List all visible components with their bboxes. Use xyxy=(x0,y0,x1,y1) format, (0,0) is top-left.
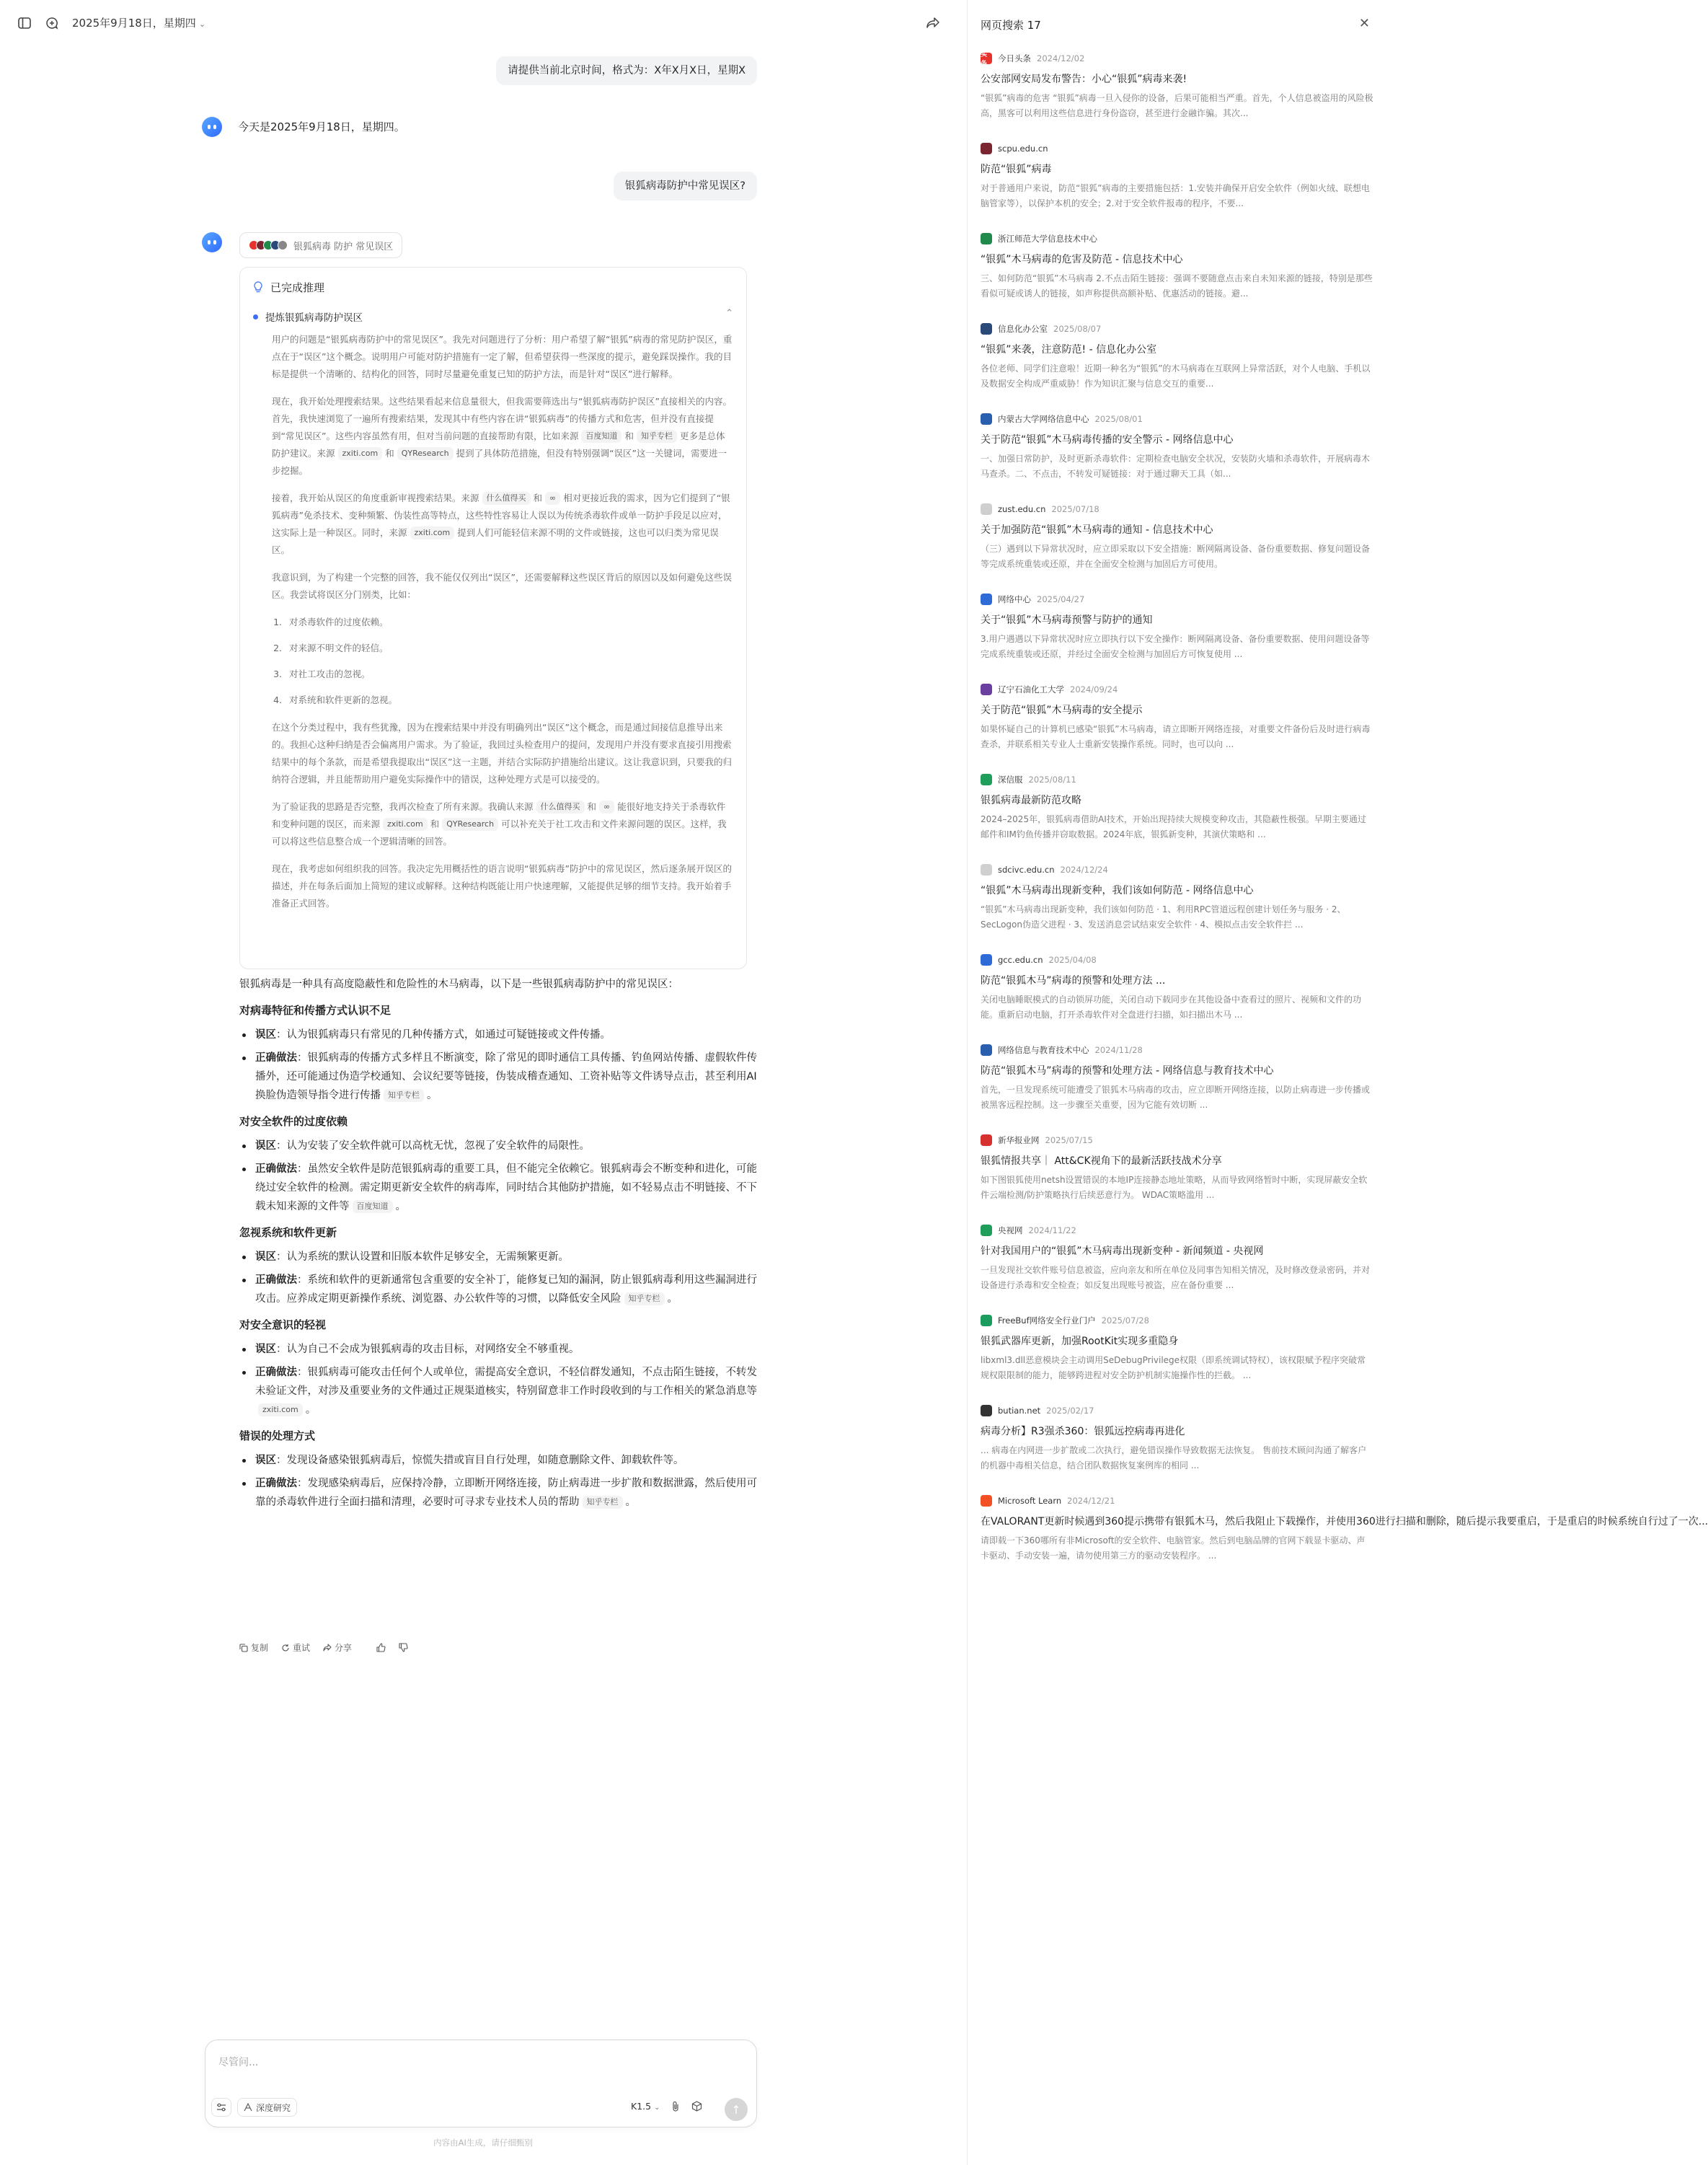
site-favicon-icon xyxy=(981,503,992,515)
section-heading: 错误的处理方式 xyxy=(239,1429,316,1442)
copy-button[interactable] xyxy=(239,1641,268,1654)
reasoning-paragraph xyxy=(272,490,733,559)
deep-research-icon xyxy=(244,2103,252,2112)
step-dot-icon xyxy=(253,314,258,319)
reasoning-text: 接着，我开始从误区的角度重新审视搜索结果。来源 xyxy=(272,493,479,503)
list-item: 正确做法：系统和软件的更新通常包含重要的安全补丁，能修复已知的漏洞，防止银狐病毒利用这些漏洞进行攻击。应养成定期更新操作系统、浏览器、办公软件等的习惯，以降低安全风险 知乎专栏 。 xyxy=(239,1271,758,1308)
send-button[interactable] xyxy=(725,2098,748,2121)
citation-tag[interactable]: zxiti.com xyxy=(410,526,455,539)
reasoning-paragraph xyxy=(272,393,733,480)
section-list xyxy=(239,1451,758,1512)
result-title[interactable]: 关于“银狐”木马病毒预警与防护的通知 xyxy=(981,614,1153,626)
reasoning-text: 和 xyxy=(430,819,440,829)
result-source: 央视网 xyxy=(998,1225,1023,1235)
result-title[interactable]: 关于加强防范“银狐”木马病毒的通知 - 信息技术中心 xyxy=(981,524,1213,536)
result-source-row xyxy=(981,503,1373,516)
reasoning-list-item: 4. 对系统和软件更新的忽视。 xyxy=(285,692,733,709)
list-item xyxy=(239,1137,758,1155)
result-snippet: 首先，一旦发现系统可能遭受了银狐木马病毒的攻击，应立即断开网络连接，以防止病毒进一步传播或被黑客远程控制。这一步骤至关重要，因为它能有效切断 ... xyxy=(981,1085,1371,1110)
result-date: 2025/07/28 xyxy=(1101,1315,1149,1326)
site-favicon-icon xyxy=(981,233,992,244)
result-snippet: “银狐”木马病毒出现新变种，我们该如何防范 · 1、利用RPC管道远程创建计划任务与服务 · 2、SecLogon伪造父进程 · 3、发送消息尝试结束安全软件 · 4、模拟点击安全软件拦 ... xyxy=(981,904,1346,930)
user-message: 银狐病毒防护中常见误区? xyxy=(614,172,757,200)
close-icon[interactable]: ✕ xyxy=(1358,16,1370,31)
result-source: sdcivc.edu.cn xyxy=(998,865,1055,875)
item-label: 误区 xyxy=(255,1251,276,1263)
section-heading: 忽视系统和软件更新 xyxy=(239,1226,337,1239)
conversation-title[interactable] xyxy=(72,14,205,33)
result-date: 2025/07/15 xyxy=(1045,1135,1093,1145)
result-date: 2025/07/18 xyxy=(1051,504,1099,514)
assistant-message: 今天是2025年9月18日，星期四。 xyxy=(238,120,405,133)
item-text: ：虽然安全软件是防范银狐病毒的重要工具，但不能完全依赖它。银狐病毒会不断变种和进化，可能绕过安全软件的检测。需定期更新安全软件的病毒库，同时结合其他防护措施，如不轻易点击不明链接、不下载未知来源的文件等 xyxy=(255,1163,757,1212)
reasoning-paragraph xyxy=(272,798,733,850)
reasoning-list-item: 3. 对社工攻击的忽视。 xyxy=(285,666,733,683)
result-title[interactable]: 在VALORANT更新时候遇到360提示携带有银狐木马，然后我阻止下载操作，并使用360进行扫描和删除，随后提示我要重启，于是重启的时候系统自行过了一次... xyxy=(981,1516,1708,1527)
result-source-row xyxy=(981,1044,1373,1057)
item-label: 正确做法 xyxy=(255,1478,297,1489)
result-date: 2024/09/24 xyxy=(1070,684,1118,695)
ai-disclaimer: 内容由AI生成，请仔细甄别 xyxy=(433,2138,533,2148)
share-icon[interactable] xyxy=(924,14,942,32)
result-title[interactable]: 公安部网安局发布警告：小心“银狐”病毒来袭! xyxy=(981,74,1187,85)
search-result-item[interactable] xyxy=(981,593,1373,683)
result-source-row xyxy=(981,1134,1373,1147)
chevron-up-icon[interactable]: ⌃ xyxy=(725,308,733,319)
result-date: 2024/11/22 xyxy=(1028,1225,1076,1235)
result-source-row xyxy=(981,773,1373,786)
result-title[interactable]: 银狐情报共享｜ Att&CK视角下的最新活跃技战术分享 xyxy=(981,1155,1222,1167)
result-source: 网络信息与教育技术中心 xyxy=(998,1045,1089,1055)
search-result-item[interactable] xyxy=(981,773,1373,863)
retry-button[interactable] xyxy=(281,1641,310,1654)
result-source-row xyxy=(981,142,1373,155)
reasoning-step[interactable] xyxy=(253,309,733,324)
item-text: ：系统和软件的更新通常包含重要的安全补丁，能修复已知的漏洞，防止银狐病毒利用这些漏洞进行攻击。应养成定期更新操作系统、浏览器、办公软件等的习惯，以降低安全风险 xyxy=(255,1274,757,1305)
result-source-row xyxy=(981,322,1373,335)
thumbs-down-icon[interactable] xyxy=(399,1643,408,1652)
citation-tag[interactable]: 知乎专栏 xyxy=(583,1496,623,1509)
item-text: ：认为安装了安全软件就可以高枕无忧，忽视了安全软件的局限性。 xyxy=(276,1140,590,1152)
result-snippet: “银狐”病毒的危害 “银狐”病毒一旦入侵你的设备，后果可能相当严重。首先，个人信息被盗用的风险极高，黑客可以利用这些信息进行身份盗窃，甚至进行金融诈骗。其次... xyxy=(981,93,1373,118)
result-date: 2025/04/08 xyxy=(1048,955,1097,965)
result-snippet: libxml3.dll恶意模块会主动调用SeDebugPrivilege权限（即系统调试特权），该权限赋予程序突破常规权限限制的能力，能够跨进程对安全防护机制实施操作性的拦截。 ... xyxy=(981,1355,1366,1380)
result-source: 网络中心 xyxy=(998,594,1031,604)
result-snippet: 请即载一下360哪所有非Microsoft的安全软件、电脑管家。然后到电脑品牌的官网下载显卡驱动、声卡驱动、手动安装一遍，请勿使用第三方的驱动安装程序。 ... xyxy=(981,1535,1366,1561)
result-title[interactable]: 防范“银狐”病毒 xyxy=(981,164,1052,175)
reasoning-text: 提到人们可能轻信来源不明的文件或链接，这也可以归类为常见误区。 xyxy=(272,527,719,555)
item-text: ：银狐病毒的传播方式多样且不断演变，除了常见的即时通信工具传播、钓鱼网站传播、虚假软件传播外，还可能通过伪造学校通知、会议纪要等链接，伪装成稽查通知、工资补贴等文件诱导点击，甚至利用AI换脸伪造领导指令进行传播 xyxy=(255,1052,757,1101)
result-source: FreeBuf网络安全行业门户 xyxy=(998,1315,1096,1326)
citation-tag[interactable]: ∞ xyxy=(545,492,560,505)
site-favicon-icon xyxy=(981,413,992,425)
reasoning-text: 相对更接近我的需求，因为它们提到了“银狐病毒”免杀技术、变种频繁、伪装性高等特点，这些特性容易让人误以为传统杀毒软件或单一防护手段足以应对，这实际上是一种误区。同时，来源 xyxy=(272,493,730,538)
result-source-row xyxy=(981,1314,1373,1327)
result-date: 2024/12/24 xyxy=(1060,865,1108,875)
source-favicons xyxy=(249,240,288,250)
result-source-row xyxy=(981,51,1373,68)
result-snippet: ... 病毒在内网进一步扩散或二次执行，避免错误操作导致数据无法恢复。 售前技术顾问沟通了解客户的机器中毒相关信息，结合团队数据恢复案例库的相同 ... xyxy=(981,1445,1367,1470)
reasoning-body xyxy=(272,331,733,912)
result-title[interactable]: 针对我国用户的“银狐”木马病毒出现新变种 - 新闻频道 - 央视网 xyxy=(981,1245,1264,1257)
citation-tag[interactable]: zxiti.com xyxy=(258,1403,303,1416)
result-title[interactable]: 银狐武器库更新，加强RootKit实现多重隐身 xyxy=(981,1336,1179,1347)
result-source-row xyxy=(981,953,1373,966)
reasoning-list-item: 1. 对杀毒软件的过度依赖。 xyxy=(285,614,733,631)
result-snippet: 各位老师、同学们注意啦！近期一种名为“银狐”的木马病毒在互联网上异常活跃，对个人电脑、手机以及数据安全构成严重威胁！作为知识汇聚与信息交互的重要... xyxy=(981,363,1371,389)
result-source: Microsoft Learn xyxy=(998,1496,1062,1506)
site-favicon-icon xyxy=(981,774,992,785)
list-item xyxy=(239,1451,758,1470)
list-item xyxy=(239,1340,758,1359)
reasoning-paragraph: 用户的问题是“银狐病毒防护中的常见误区”。我先对问题进行了分析：用户希望了解“银狐”病毒的常见防护误区，重点在于“误区”这个概念。说明用户可能对防护措施有一定了解，但希望获得一些深度的提示，避免踩误操作。我的目标是提供一个清晰的、结构化的回答，同时尽量避免重复已知的防护方法，而是针对“误区”进行解释。 xyxy=(272,334,733,379)
result-title[interactable]: 关于防范“银狐”木马病毒传播的安全警示 - 网络信息中心 xyxy=(981,434,1234,446)
search-result-item[interactable] xyxy=(981,142,1373,232)
result-snippet: 三、如何防范“银狐”木马病毒 2.不点击陌生链接：强调不要随意点击来自未知来源的链接，特别是那些看似可疑或诱人的链接，如声称提供高额补贴、优惠活动的链接。避... xyxy=(981,273,1373,299)
deep-research-label: 深度研究 xyxy=(256,2102,291,2113)
result-snippet: 一、加强日常防护，及时更新杀毒软件：定期检查电脑安全状况，安装防火墙和杀毒软件，开展病毒木马查杀。二、不点击，不转发可疑链接：对于通过聊天工具（如... xyxy=(981,454,1371,479)
citation-tag[interactable]: ∞ xyxy=(599,801,614,813)
reasoning-text: 能很好地支持关于杀毒软件和变种问题的误区，而来源 xyxy=(272,801,726,829)
model-label: K1.5 xyxy=(631,2101,652,2112)
site-favicon-icon: 头条 xyxy=(981,53,992,64)
result-source-row xyxy=(981,863,1373,876)
search-result-item[interactable] xyxy=(981,232,1373,322)
list-item xyxy=(239,1026,758,1044)
result-title[interactable]: 银狐病毒最新防范攻略 xyxy=(981,795,1081,806)
result-snippet: 对于普通用户来说，防范“银狐”病毒的主要措施包括：1.安装并确保开启安全软件（例如火绒、联想电脑管家等），以保护本机的安全；2.对于安全软件报毒的程序，不要... xyxy=(981,183,1370,208)
site-favicon-icon xyxy=(981,954,992,966)
search-result-item[interactable] xyxy=(981,1494,1708,1584)
reasoning-paragraph: 我意识到，为了构建一个完整的回答，我不能仅仅列出“误区”，还需要解释这些误区背后的原因以及如何避免这些误区。我尝试将误区分门别类，比如： xyxy=(272,572,732,600)
result-source-row xyxy=(981,1404,1373,1417)
item-label: 正确做法 xyxy=(255,1367,297,1378)
message-composer[interactable] xyxy=(205,2040,757,2127)
result-source: 信息化办公室 xyxy=(998,324,1048,334)
result-source: butian.net xyxy=(998,1406,1041,1416)
result-source: 内蒙古大学网络信息中心 xyxy=(998,414,1089,424)
section-list xyxy=(239,1248,758,1308)
result-date: 2024/12/02 xyxy=(1037,53,1085,63)
search-result-item[interactable] xyxy=(981,1314,1373,1404)
search-result-item[interactable] xyxy=(981,953,1373,1044)
result-source-row xyxy=(981,1494,1373,1507)
result-date: 2025/02/17 xyxy=(1046,1406,1094,1416)
result-title[interactable]: “银狐”木马病毒的危害及防范 - 信息技术中心 xyxy=(981,254,1183,265)
result-source: 辽宁石油化工大学 xyxy=(998,684,1064,695)
result-source: zust.edu.cn xyxy=(998,504,1046,514)
chevron-down-icon: ⌄ xyxy=(654,2104,660,2112)
retry-label: 重试 xyxy=(293,1643,311,1653)
result-title[interactable]: 病毒分析】R3强杀360：银狐远控病毒再进化 xyxy=(981,1426,1185,1437)
user-message: 请提供当前北京时间，格式为：X年X月X日，星期X xyxy=(496,56,757,85)
search-result-item[interactable] xyxy=(981,413,1373,503)
result-source-row xyxy=(981,683,1373,696)
citation-tag[interactable]: 什么值得买 xyxy=(536,801,585,813)
result-snippet: 如果怀疑自己的计算机已感染“银狐”木马病毒，请立即断开网络连接，对重要文件备份后及时进行病毒查杀，并联系相关专业人士重新安装操作系统。同时，也可以向 ... xyxy=(981,724,1371,749)
search-result-item[interactable] xyxy=(981,683,1373,773)
list-item: 正确做法：发现感染病毒后，应保持冷静，立即断开网络连接，防止病毒进一步扩散和数据泄露，然后使用可靠的杀毒软件进行全面扫描和清理，必要时可寻求专业技术人员的帮助 知乎专栏 。 xyxy=(239,1474,758,1512)
reasoning-paragraph: 在这个分类过程中，我有些犹豫，因为在搜索结果中并没有明确列出“误区”这个概念，而是通过间接信息推导出来的。我担心这种归纳是否会偏离用户需求。为了验证，我回过头检查用户的提问，发现用户并没有要求直接引用搜索结果中的每个条款，而是希望我提取出“误区”这一主题，并结合实际防护措施给出建议。这让我意识到，只要我的归纳符合逻辑，并且能帮助用户避免实际操作中的错误，这种处理方式是可以接受的。 xyxy=(272,722,732,785)
result-source-row xyxy=(981,1224,1373,1237)
item-text: ：发现设备感染银狐病毒后，惊慌失措或盲目自行处理，如随意删除文件、卸载软件等。 xyxy=(276,1455,684,1466)
result-source-row xyxy=(981,413,1373,425)
result-snippet: （三）遇到以下异常状况时，应立即采取以下安全措施：断网隔离设备、备份重要数据、修复问题设备等完成系统重装或还原，并在全面安全检测与加固后方可使用。 xyxy=(981,544,1371,569)
assistant-answer xyxy=(239,975,758,1516)
search-results-panel xyxy=(967,0,1708,2165)
citation-tag[interactable]: 百度知道 xyxy=(581,430,621,443)
top-bar xyxy=(0,0,966,46)
list-item: 正确做法：银狐病毒可能攻击任何个人或单位，需提高安全意识，不轻信群发通知，不点击陌生链接，不转发未验证文件，对涉及重要业务的文件通过正规渠道核实，特别留意非工作时段收到的与工作相关的紧急消息等zxiti.com 。 xyxy=(239,1363,758,1419)
result-title[interactable]: 防范“银狐木马”病毒的预警和处理方法 - 网络信息与教育技术中心 xyxy=(981,1065,1274,1077)
list-item: 正确做法：虽然安全软件是防范银狐病毒的重要工具，但不能完全依赖它。银狐病毒会不断变种和进化，可能绕过安全软件的检测。需定期更新安全软件的病毒库，同时结合其他防护措施，如不轻易点击不明链接、不下载未知来源的文件等 百度知道 。 xyxy=(239,1160,758,1216)
site-favicon-icon xyxy=(981,594,992,605)
copy-label: 复制 xyxy=(251,1643,269,1653)
section-list xyxy=(239,1340,758,1419)
item-label: 正确做法 xyxy=(255,1052,297,1064)
assistant-avatar xyxy=(202,232,222,252)
item-text: ：认为银狐病毒只有常见的几种传播方式，如通过可疑链接或文件传播。 xyxy=(276,1029,611,1041)
result-date: 2025/08/11 xyxy=(1028,775,1076,785)
site-favicon-icon xyxy=(981,684,992,695)
reasoning-text: 和 xyxy=(587,801,597,812)
assistant-avatar xyxy=(202,117,222,137)
citation-tag[interactable]: QYResearch xyxy=(397,447,453,460)
site-favicon-icon xyxy=(981,864,992,876)
section-list xyxy=(239,1137,758,1216)
result-source: 新华报业网 xyxy=(998,1135,1040,1145)
citation-tag[interactable]: zxiti.com xyxy=(338,447,383,460)
share-button[interactable] xyxy=(323,1641,352,1654)
item-text: ：发现感染病毒后，应保持冷静，立即断开网络连接，防止病毒进一步扩散和数据泄露，然后使用可靠的杀毒软件进行全面扫描和清理，必要时可寻求专业技术人员的帮助 xyxy=(255,1478,757,1508)
attachment-icon[interactable] xyxy=(671,2101,680,2115)
search-result-item[interactable] xyxy=(981,1044,1373,1134)
result-date: 2025/08/07 xyxy=(1053,324,1102,334)
reasoning-panel xyxy=(239,267,747,969)
item-label: 误区 xyxy=(255,1140,276,1152)
site-favicon-icon xyxy=(981,1405,992,1416)
deep-research-button[interactable] xyxy=(237,2098,297,2117)
item-label: 误区 xyxy=(255,1455,276,1466)
site-favicon-icon xyxy=(981,1134,992,1146)
citation-tag[interactable]: 知乎专栏 xyxy=(637,430,677,443)
citation-tag[interactable]: 知乎专栏 xyxy=(384,1089,424,1102)
conversation-title-text: 2025年9月18日，星期四 xyxy=(72,17,196,30)
site-favicon-icon xyxy=(981,1315,992,1326)
reasoning-text: 现在，我开始处理搜索结果。这些结果看起来信息量很大，但我需要筛选出与“银狐病毒防护误区”直接相关的内容。首先，我快速浏览了一遍所有搜索结果，发现其中有些内容在讲“银狐病毒”的传播方式和危害，但并没有直接提到“常见误区”。这些内容虽然有用，但对当前问题的直接帮助有限，比如来源 xyxy=(272,396,732,441)
result-source: scpu.edu.cn xyxy=(998,144,1048,154)
item-label: 正确做法 xyxy=(255,1274,297,1286)
model-selector[interactable] xyxy=(631,2101,660,2112)
sources-chip-label: 银狐病毒 防护 常见误区 xyxy=(293,241,394,252)
search-result-item[interactable] xyxy=(981,52,1373,142)
citation-tag[interactable]: QYResearch xyxy=(442,818,498,831)
site-favicon-icon xyxy=(981,1495,992,1507)
result-snippet: 一旦发现社交软件账号信息被盗，应向亲友和所在单位及同事告知相关情况，及时修改登录密码，并对设备进行杀毒和安全检查；如反复出现账号被盗，应在备份重要 ... xyxy=(981,1265,1371,1290)
thumbs-up-icon[interactable] xyxy=(376,1643,386,1652)
search-result-item[interactable] xyxy=(981,863,1373,953)
result-source: gcc.edu.cn xyxy=(998,955,1043,965)
result-source-row xyxy=(981,593,1373,606)
citation-tag[interactable]: 什么值得买 xyxy=(482,492,531,505)
results-list xyxy=(981,51,1708,1584)
result-date: 2024/12/21 xyxy=(1067,1496,1115,1506)
search-result-item[interactable] xyxy=(981,1404,1373,1494)
share-label: 分享 xyxy=(335,1643,353,1653)
result-title[interactable]: “银狐”木马病毒出现新变种，我们该如何防范 - 网络信息中心 xyxy=(981,885,1254,896)
answer-intro: 银狐病毒是一种具有高度隐蔽性和危险性的木马病毒，以下是一些银狐病毒防护中的常见误区： xyxy=(239,979,678,990)
site-favicon-icon xyxy=(981,1225,992,1236)
reasoning-text: 可以补充关于社工攻击和文件来源问题的误区。这样，我可以将这些信息整合成一个逻辑清晰的回答。 xyxy=(272,819,727,847)
citation-tag[interactable]: zxiti.com xyxy=(383,818,428,831)
reasoning-text: 提到了具体防范措施，但没有特别强调“误区”这一关键词，需要进一步挖掘。 xyxy=(272,448,727,476)
section-heading: 对安全意识的轻视 xyxy=(239,1318,327,1331)
search-result-item[interactable] xyxy=(981,503,1373,593)
citation-tag[interactable]: 知乎专栏 xyxy=(624,1292,665,1305)
item-text: ：银狐病毒可能攻击任何个人或单位，需提高安全意识，不轻信群发通知，不点击陌生链接，不转发未验证文件，对涉及重要业务的文件通过正规渠道核实，特别留意非工作时段收到的与工作相关的紧急消息等 xyxy=(255,1367,757,1397)
new-chat-icon[interactable] xyxy=(43,14,61,32)
site-favicon-icon xyxy=(981,143,992,154)
cube-icon[interactable] xyxy=(691,2101,702,2115)
reasoning-status: 已完成推理 xyxy=(270,281,325,294)
item-text: ：认为系统的默认设置和旧版本软件足够安全，无需频繁更新。 xyxy=(276,1251,569,1263)
section-list xyxy=(239,1026,758,1105)
chevron-down-icon: ⌄ xyxy=(198,19,206,29)
list-item xyxy=(239,1248,758,1266)
reasoning-text: 和 xyxy=(533,493,543,503)
item-text: ：认为自己不会成为银狐病毒的攻击目标，对网络安全不够重视。 xyxy=(276,1344,580,1355)
search-result-item[interactable] xyxy=(981,322,1373,413)
message-actions xyxy=(239,1641,408,1654)
result-source: 今日头条 xyxy=(998,53,1031,63)
sidebar-toggle-icon[interactable] xyxy=(16,14,33,32)
item-label: 误区 xyxy=(255,1029,276,1041)
share-arrow-icon xyxy=(323,1644,332,1652)
refresh-icon xyxy=(281,1644,290,1652)
section-heading: 对安全软件的过度依赖 xyxy=(239,1115,348,1128)
citation-tag[interactable]: 百度知道 xyxy=(353,1200,393,1213)
result-title[interactable]: 防范“银狐木马”病毒的预警和处理方法 ... xyxy=(981,975,1166,987)
result-date: 2024/11/28 xyxy=(1094,1045,1143,1055)
reasoning-list xyxy=(285,614,733,709)
item-label: 误区 xyxy=(255,1344,276,1355)
tools-toggle-button[interactable] xyxy=(211,2098,231,2117)
reasoning-paragraph: 现在，我考虑如何组织我的回答。我决定先用概括性的语言说明“银狐病毒”防护中的常见误区，然后逐条展开误区的描述，并在每条后面加上简短的建议或解释。这种结构既能让用户快速理解，又能提供足够的细节支持。我开始着手准备正式回答。 xyxy=(272,863,732,909)
arrow-up-icon: ↑ xyxy=(731,2102,741,2117)
result-snippet: 3.用户遇遇以下异常状况时应立即执行以下安全操作：断网隔离设备、备份重要数据、使用问题设备等完成系统重装或还原，并经过全面安全检测与加固后方可恢复使用 ... xyxy=(981,634,1370,659)
result-source-row xyxy=(981,232,1373,245)
result-date: 2025/04/27 xyxy=(1037,594,1085,604)
reasoning-text: 更多是总体防护建议。来源 xyxy=(272,431,725,459)
panel-title: 网页搜索 17 xyxy=(981,19,1041,32)
result-snippet: 2024–2025年，银狐病毒借助AI技术，开始出现持续大规模变种攻击，其隐蔽性极强。早期主要通过邮件和IM钓鱼传播并窃取数据。2024年底，银狐新变种，其演伏策略和 ... xyxy=(981,814,1366,839)
search-result-item[interactable] xyxy=(981,1134,1373,1224)
sliders-icon xyxy=(216,2103,226,2112)
copy-icon xyxy=(239,1644,248,1652)
section-heading: 对病毒特征和传播方式认识不足 xyxy=(239,1004,391,1017)
list-item: 正确做法：银狐病毒的传播方式多样且不断演变，除了常见的即时通信工具传播、钓鱼网站传播、虚假软件传播外，还可能通过伪造学校通知、会议纪要等链接，伪装成稽查通知、工资补贴等文件诱导点击，甚至利用AI换脸伪造领导指令进行传播 知乎专栏 。 xyxy=(239,1049,758,1105)
reasoning-list-item: 2. 对来源不明文件的轻信。 xyxy=(285,640,733,657)
result-date: 2025/08/01 xyxy=(1094,414,1143,424)
reasoning-header[interactable] xyxy=(253,279,733,295)
reasoning-text: 和 xyxy=(624,431,634,441)
result-snippet: 关闭电脑睡眠模式的自动锁屏功能，关闭自动下载同步在其他设备中查看过的照片、视频和文件的功能。重新启动电脑，打开杀毒软件对全盘进行扫描，如扫描出木马 ... xyxy=(981,995,1362,1020)
reasoning-text: 和 xyxy=(385,448,394,459)
sources-chip[interactable] xyxy=(239,232,402,258)
composer-input[interactable]: 尽管问... xyxy=(218,2057,259,2068)
site-favicon-icon xyxy=(981,323,992,335)
result-title[interactable]: “银狐”来袭，注意防范! - 信息化办公室 xyxy=(981,344,1157,356)
reasoning-text: 为了验证我的思路是否完整，我再次检查了所有来源。我确认来源 xyxy=(272,801,534,812)
result-source: 深信服 xyxy=(998,775,1023,785)
result-title[interactable]: 关于防范“银狐”木马病毒的安全提示 xyxy=(981,705,1143,716)
lightbulb-icon xyxy=(253,281,265,293)
search-result-item[interactable] xyxy=(981,1224,1373,1314)
reasoning-step-label: 提炼银狐病毒防护误区 xyxy=(265,312,363,324)
result-source: 浙江师范大学信息技术中心 xyxy=(998,234,1097,244)
item-label: 正确做法 xyxy=(255,1163,297,1175)
result-snippet: 如下图银狐使用netsh设置错误的本地IP连接静态地址策略，从而导致网络暂时中断，实现屏蔽安全软件云端检测/防护策略执行后续恶意行为。 WDAC策略滥用 ... xyxy=(981,1175,1368,1200)
site-favicon-icon xyxy=(981,1044,992,1056)
